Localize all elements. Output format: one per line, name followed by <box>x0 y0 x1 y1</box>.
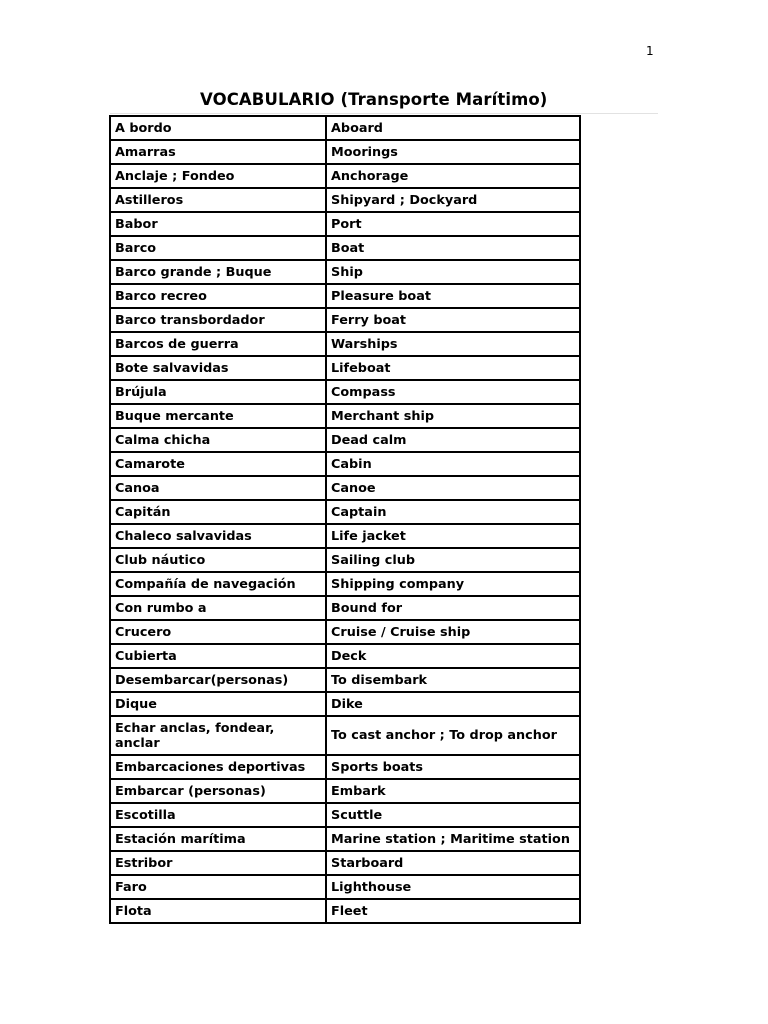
table-row <box>110 164 580 188</box>
table-row <box>110 140 580 164</box>
english-term: Cabin <box>326 452 580 476</box>
english-term: To cast anchor ; To drop anchor <box>326 716 580 755</box>
table-row <box>110 596 580 620</box>
english-term: Moorings <box>326 140 580 164</box>
spanish-term: Flota <box>110 899 326 923</box>
table-row <box>110 803 580 827</box>
english-term: To disembark <box>326 668 580 692</box>
english-term: Aboard <box>326 116 580 140</box>
table-row <box>110 284 580 308</box>
english-term: Scuttle <box>326 803 580 827</box>
table-row <box>110 620 580 644</box>
english-term: Starboard <box>326 851 580 875</box>
table-row <box>110 308 580 332</box>
english-term: Lifeboat <box>326 356 580 380</box>
english-term: Deck <box>326 644 580 668</box>
table-row <box>110 668 580 692</box>
english-term: Port <box>326 212 580 236</box>
vocabulary-table <box>109 115 581 924</box>
spanish-term: Embarcaciones deportivas <box>110 755 326 779</box>
table-row <box>110 356 580 380</box>
spanish-term: Amarras <box>110 140 326 164</box>
spanish-term: Desembarcar(personas) <box>110 668 326 692</box>
english-term: Canoe <box>326 476 580 500</box>
english-term: Sports boats <box>326 755 580 779</box>
spanish-term: Capitán <box>110 500 326 524</box>
table-row <box>110 827 580 851</box>
english-term: Dead calm <box>326 428 580 452</box>
spanish-term: Astilleros <box>110 188 326 212</box>
table-row <box>110 572 580 596</box>
table-row <box>110 779 580 803</box>
table-row <box>110 236 580 260</box>
spanish-term: Chaleco salvavidas <box>110 524 326 548</box>
vocabulary-table-body <box>110 116 580 923</box>
table-row <box>110 500 580 524</box>
table-row <box>110 428 580 452</box>
table-row <box>110 875 580 899</box>
english-term: Merchant ship <box>326 404 580 428</box>
table-row <box>110 260 580 284</box>
english-term: Shipyard ; Dockyard <box>326 188 580 212</box>
table-row <box>110 644 580 668</box>
table-row <box>110 524 580 548</box>
spanish-term: Calma chicha <box>110 428 326 452</box>
document-title: VOCABULARIO (Transporte Marítimo) <box>200 90 548 109</box>
spanish-term: Compañía de navegación <box>110 572 326 596</box>
spanish-term: Babor <box>110 212 326 236</box>
english-term: Anchorage <box>326 164 580 188</box>
table-row <box>110 755 580 779</box>
spanish-term: Estribor <box>110 851 326 875</box>
spanish-term: Barco <box>110 236 326 260</box>
spanish-term: Faro <box>110 875 326 899</box>
page-number: 1 <box>646 44 654 58</box>
english-term: Warships <box>326 332 580 356</box>
spanish-term: Bote salvavidas <box>110 356 326 380</box>
spanish-term: Canoa <box>110 476 326 500</box>
english-term: Pleasure boat <box>326 284 580 308</box>
spanish-term: Embarcar (personas) <box>110 779 326 803</box>
table-row <box>110 692 580 716</box>
table-row <box>110 116 580 140</box>
spanish-term: Barco transbordador <box>110 308 326 332</box>
table-row <box>110 548 580 572</box>
spanish-term: Barcos de guerra <box>110 332 326 356</box>
spanish-term: Cubierta <box>110 644 326 668</box>
table-row <box>110 452 580 476</box>
english-term: Bound for <box>326 596 580 620</box>
english-term: Embark <box>326 779 580 803</box>
spanish-term: Anclaje ; Fondeo <box>110 164 326 188</box>
table-row <box>110 716 580 755</box>
table-row <box>110 212 580 236</box>
spanish-term: Crucero <box>110 620 326 644</box>
header-divider <box>110 113 658 114</box>
english-term: Ferry boat <box>326 308 580 332</box>
spanish-term: Estación marítima <box>110 827 326 851</box>
english-term: Lighthouse <box>326 875 580 899</box>
english-term: Marine station ; Maritime station <box>326 827 580 851</box>
english-term: Sailing club <box>326 548 580 572</box>
spanish-term: Barco recreo <box>110 284 326 308</box>
spanish-term: Echar anclas, fondear, anclar <box>110 716 326 755</box>
spanish-term: Buque mercante <box>110 404 326 428</box>
table-row <box>110 851 580 875</box>
spanish-term: Dique <box>110 692 326 716</box>
spanish-term: Barco grande ; Buque <box>110 260 326 284</box>
table-row <box>110 404 580 428</box>
spanish-term: Brújula <box>110 380 326 404</box>
table-row <box>110 332 580 356</box>
spanish-term: Club náutico <box>110 548 326 572</box>
spanish-term: Con rumbo a <box>110 596 326 620</box>
english-term: Shipping company <box>326 572 580 596</box>
spanish-term: Escotilla <box>110 803 326 827</box>
english-term: Fleet <box>326 899 580 923</box>
english-term: Life jacket <box>326 524 580 548</box>
table-row <box>110 899 580 923</box>
english-term: Cruise / Cruise ship <box>326 620 580 644</box>
spanish-term: A bordo <box>110 116 326 140</box>
english-term: Captain <box>326 500 580 524</box>
spanish-term: Camarote <box>110 452 326 476</box>
english-term: Ship <box>326 260 580 284</box>
english-term: Boat <box>326 236 580 260</box>
table-row <box>110 380 580 404</box>
english-term: Dike <box>326 692 580 716</box>
table-row <box>110 476 580 500</box>
table-row <box>110 188 580 212</box>
english-term: Compass <box>326 380 580 404</box>
